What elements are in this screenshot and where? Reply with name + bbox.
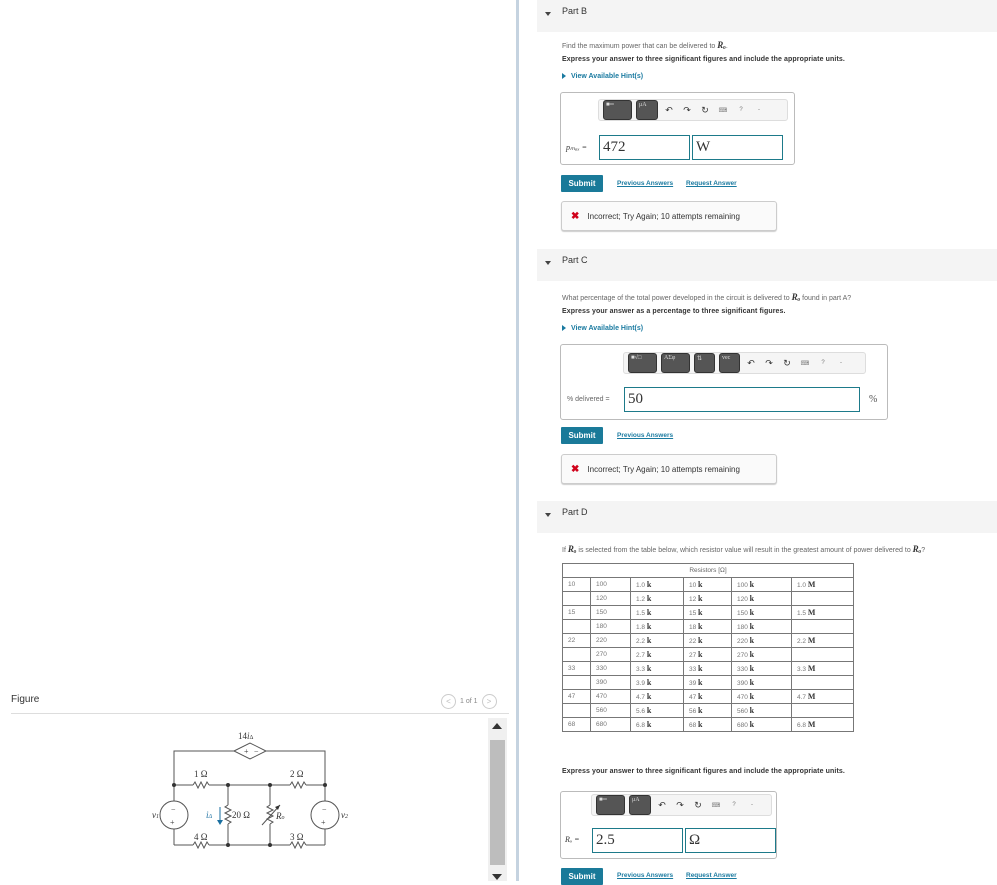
chevron-left-icon: < (446, 697, 451, 706)
table-cell: 180 (591, 620, 631, 634)
table-cell: 220 (591, 634, 631, 648)
part-b-hint-link[interactable]: View Available Hint(s) (562, 73, 643, 80)
svg-text:+: + (321, 818, 326, 827)
part-b-unit-input[interactable]: W (692, 135, 783, 160)
part-d-previous-answers-link[interactable]: Previous Answers (617, 872, 674, 879)
table-cell: 3.3 k (631, 662, 684, 676)
table-cell: 33 k (684, 662, 732, 676)
figure-pager (441, 694, 497, 709)
table-cell (563, 592, 591, 606)
svg-text:v1: v1 (152, 810, 159, 820)
part-c-math-toolbar (623, 352, 866, 374)
table-cell: 15 (563, 606, 591, 620)
table-cell: 33 (563, 662, 591, 676)
resistor-table-header: Resistors [Ω] (563, 564, 854, 578)
caret-down-icon (545, 513, 551, 517)
table-cell: 270 (591, 648, 631, 662)
svg-text:+: + (244, 747, 249, 756)
table-cell: 6.8 M (792, 718, 854, 732)
table-cell: 1.8 k (631, 620, 684, 634)
table-cell: 560 k (732, 704, 792, 718)
caret-right-icon (562, 325, 566, 331)
reset-icon[interactable]: ↻ (701, 104, 709, 115)
table-cell: 3.9 k (631, 676, 684, 690)
help-icon[interactable]: ? (821, 360, 825, 366)
table-cell: 2.7 k (631, 648, 684, 662)
undo-icon[interactable]: ↶ (665, 104, 673, 115)
svg-text:+: + (170, 818, 175, 827)
svg-text:v2: v2 (341, 810, 348, 820)
table-cell (563, 620, 591, 634)
table-cell: 5.6 k (631, 704, 684, 718)
undo-icon[interactable]: ↶ (747, 357, 755, 368)
templates-button[interactable]: ■√□ (628, 353, 657, 373)
table-cell: 180 k (732, 620, 792, 634)
resistor-table (562, 563, 854, 732)
table-cell: 39 k (684, 676, 732, 690)
part-b-previous-answers-link[interactable]: Previous Answers (617, 180, 674, 187)
table-row (563, 690, 854, 704)
table-cell: 270 k (732, 648, 792, 662)
table-cell: 560 (591, 704, 631, 718)
table-row (563, 606, 854, 620)
table-row (563, 634, 854, 648)
table-cell: 680 (591, 718, 631, 732)
arrows-button[interactable]: ⇅ (694, 353, 715, 373)
table-cell: 1.0 k (631, 578, 684, 592)
part-c-submit-button[interactable]: Submit (561, 427, 603, 444)
templates-button[interactable]: ■═ (603, 100, 632, 120)
table-cell: 1.5 k (631, 606, 684, 620)
part-c-hint-link[interactable]: View Available Hint(s) (562, 325, 643, 332)
table-cell: 10 k (684, 578, 732, 592)
keyboard-icon[interactable]: ⌨ (800, 360, 810, 367)
table-cell: 22 k (684, 634, 732, 648)
chevron-right-icon: > (486, 697, 492, 706)
caret-right-icon (562, 73, 566, 79)
part-c-previous-answers-link[interactable]: Previous Answers (617, 432, 674, 439)
table-cell: 2.2 M (792, 634, 854, 648)
svg-text:iΔ: iΔ (206, 810, 213, 820)
part-b-header[interactable] (537, 0, 997, 32)
table-cell: 3.3 M (792, 662, 854, 676)
table-row (563, 704, 854, 718)
table-cell: 22 (563, 634, 591, 648)
table-cell: 100 (591, 578, 631, 592)
figure-count: 1 of 1 (460, 698, 478, 705)
svg-text:Ro: Ro (276, 811, 285, 821)
part-b-feedback: ✖ Incorrect; Try Again; 10 attempts remaining (561, 201, 777, 231)
table-row (563, 592, 854, 606)
dep-source-label: 14iΔ (238, 731, 254, 741)
redo-icon[interactable]: ↷ (683, 104, 691, 115)
part-b-input-label: pₘₐₓ = (566, 143, 587, 152)
table-row (563, 662, 854, 676)
part-c-input-label: % delivered = (567, 396, 610, 403)
redo-icon[interactable]: ↷ (676, 799, 684, 810)
more-icon[interactable]: - (840, 360, 842, 366)
units-button[interactable]: μA (629, 795, 651, 815)
table-cell: 4.7 k (631, 690, 684, 704)
scroll-up-arrow-icon[interactable] (492, 723, 502, 729)
svg-text:3 Ω: 3 Ω (290, 832, 304, 842)
table-cell (792, 592, 854, 606)
table-cell: 390 k (732, 676, 792, 690)
part-d-header[interactable] (537, 501, 997, 533)
prev-figure-button[interactable] (441, 694, 456, 709)
part-c-instruction: Express your answer as a percentage to three significant figures. (562, 308, 786, 315)
table-row (563, 620, 854, 634)
reset-icon[interactable]: ↻ (783, 357, 791, 368)
part-c-question: What percentage of the total power developed in the circuit is delivered to Rₒ found in part A? (562, 292, 852, 302)
part-b-submit-button[interactable]: Submit (561, 175, 603, 192)
part-d-value-input[interactable]: 2.5 (592, 828, 683, 853)
table-cell: 470 k (732, 690, 792, 704)
part-d-math-toolbar (591, 794, 772, 816)
part-b-instruction: Express your answer to three significant figures and include the appropriate units. (562, 56, 845, 63)
keyboard-icon[interactable]: ⌨ (718, 107, 728, 114)
table-cell (563, 704, 591, 718)
part-d-question: If Rₒ is selected from the table below, which resistor value will result in the greatest amount of power delivered to Rₒ? (562, 544, 926, 554)
table-cell: 15 k (684, 606, 732, 620)
svg-text:−: − (171, 805, 176, 814)
table-cell: 2.2 k (631, 634, 684, 648)
figure-title: Figure (11, 694, 40, 705)
svg-text:2 Ω: 2 Ω (290, 769, 304, 779)
help-icon[interactable]: ? (739, 107, 743, 113)
table-cell (792, 704, 854, 718)
figure-divider (11, 713, 509, 714)
table-cell: 220 k (732, 634, 792, 648)
part-b-value-input[interactable]: 472 (599, 135, 690, 160)
redo-icon[interactable]: ↷ (765, 357, 773, 368)
table-cell: 47 k (684, 690, 732, 704)
table-cell (563, 676, 591, 690)
table-cell: 1.5 M (792, 606, 854, 620)
part-d-submit-button[interactable]: Submit (561, 868, 603, 885)
table-cell: 68 (563, 718, 591, 732)
next-figure-button[interactable] (482, 694, 497, 709)
table-cell: 680 k (732, 718, 792, 732)
part-c-unit-label: % (869, 394, 878, 405)
table-cell: 330 (591, 662, 631, 676)
greek-button[interactable]: AΣφ (661, 353, 690, 373)
part-d-instruction: Express your answer to three significant figures and include the appropriate units. (562, 768, 845, 775)
part-d-unit-input[interactable]: Ω (685, 828, 776, 853)
table-cell: 100 k (732, 578, 792, 592)
caret-down-icon (545, 261, 551, 265)
table-cell: 150 k (732, 606, 792, 620)
keyboard-icon[interactable]: ⌨ (711, 802, 721, 809)
svg-text:1 Ω: 1 Ω (194, 769, 208, 779)
error-x-icon: ✖ (571, 210, 580, 222)
table-cell: 1.2 k (631, 592, 684, 606)
svg-text:−: − (254, 747, 259, 756)
table-cell: 4.7 M (792, 690, 854, 704)
part-b-request-answer-link[interactable]: Request Answer (686, 180, 737, 187)
part-c-label: Part C (562, 255, 588, 265)
caret-down-icon (545, 12, 551, 16)
part-b-question: Find the maximum power that can be delivered to Rₒ. (562, 40, 728, 50)
table-cell (792, 648, 854, 662)
units-button[interactable]: μA (636, 100, 658, 120)
table-cell: 120 k (732, 592, 792, 606)
table-cell (792, 620, 854, 634)
svg-text:20 Ω: 20 Ω (232, 810, 250, 820)
table-cell: 120 (591, 592, 631, 606)
table-row (563, 676, 854, 690)
table-cell: 18 k (684, 620, 732, 634)
table-cell: 6.8 k (631, 718, 684, 732)
help-icon[interactable]: ? (732, 802, 736, 808)
table-cell: 10 (563, 578, 591, 592)
svg-text:4 Ω: 4 Ω (194, 832, 208, 842)
part-d-label: Part D (562, 507, 588, 517)
part-d-request-answer-link[interactable]: Request Answer (686, 872, 737, 879)
more-icon[interactable]: - (758, 107, 760, 113)
panel-divider[interactable] (516, 0, 519, 881)
vector-button[interactable]: vec (719, 353, 740, 373)
circuit-diagram (150, 725, 360, 865)
part-b-math-toolbar (598, 99, 788, 121)
undo-icon[interactable]: ↶ (658, 799, 666, 810)
table-cell: 1.0 M (792, 578, 854, 592)
table-row (563, 718, 854, 732)
part-c-feedback: ✖ Incorrect; Try Again; 10 attempts remaining (561, 454, 777, 484)
table-cell: 68 k (684, 718, 732, 732)
table-cell: 47 (563, 690, 591, 704)
figure-scrollbar[interactable] (488, 718, 507, 881)
table-row (563, 578, 854, 592)
table-cell: 150 (591, 606, 631, 620)
part-c-header[interactable] (537, 249, 997, 281)
scroll-down-arrow-icon[interactable] (492, 874, 502, 880)
table-cell: 12 k (684, 592, 732, 606)
part-c-value-input[interactable]: 50 (624, 387, 860, 412)
table-cell: 330 k (732, 662, 792, 676)
table-cell: 27 k (684, 648, 732, 662)
table-row (563, 648, 854, 662)
table-cell (792, 676, 854, 690)
error-x-icon: ✖ (571, 463, 580, 475)
reset-icon[interactable]: ↻ (694, 799, 702, 810)
part-b-label: Part B (562, 6, 588, 16)
templates-button[interactable]: ■═ (596, 795, 625, 815)
part-d-input-label: Rₒ = (565, 835, 580, 844)
more-icon[interactable]: - (751, 802, 753, 808)
table-cell: 56 k (684, 704, 732, 718)
table-cell (563, 648, 591, 662)
svg-text:−: − (322, 805, 327, 814)
scroll-thumb[interactable] (490, 740, 505, 865)
table-cell: 470 (591, 690, 631, 704)
table-cell: 390 (591, 676, 631, 690)
